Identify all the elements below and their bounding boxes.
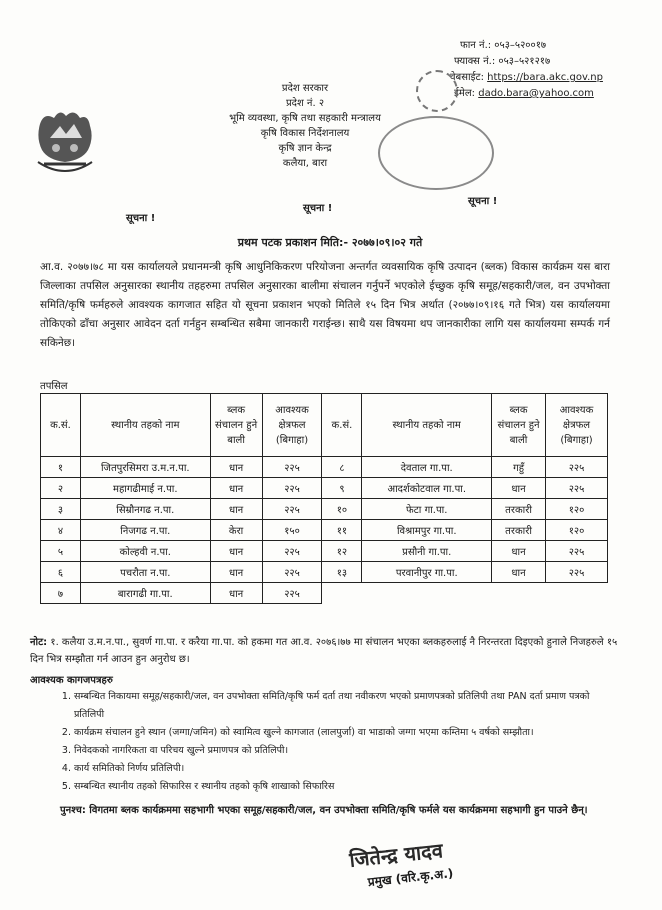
table-cell: ३: [41, 499, 81, 520]
table-cell: २२५: [262, 499, 322, 520]
table-row: [41, 457, 608, 478]
table-row: [41, 499, 608, 520]
table-cell: प्रसौनी गा.पा.: [362, 541, 492, 562]
table-cell: २२५: [262, 583, 322, 604]
org-line-6: कलैया, बारा: [282, 158, 328, 169]
table-cell: गहुँ: [492, 457, 546, 478]
table-cell: २२५: [546, 457, 608, 478]
requirement-item: 5. सम्बन्धित स्थानीय तहको सिफारिस र स्थानीय तहको कृषि शाखाको सिफारिस: [74, 778, 620, 796]
table-cell: १२०: [546, 520, 608, 541]
table-cell: २२५: [546, 541, 608, 562]
table-cell: [362, 583, 492, 604]
note-label: नोट:: [30, 637, 48, 648]
table-cell: बारागढी गा.पा.: [80, 583, 210, 604]
details-table: [40, 393, 608, 604]
requirement-item: 2. कार्यक्रम संचालन हुने स्थान (जग्गा/जमिन) को स्वामित्व खुल्ने कागजात (लालपुर्जा) वा भाडाको जग्गा भएमा कम्तिमा ५ वर्षको सम्झौता।: [74, 724, 620, 742]
website-label: वेबसाईट:: [450, 72, 484, 83]
table-cell: तरकारी: [492, 499, 546, 520]
signature-name: जितेन्द्र यादव: [348, 838, 444, 872]
org-line-5: कृषि ज्ञान केन्द्र: [278, 143, 332, 154]
table-cell: धान: [492, 562, 546, 583]
table-cell: कोल्हवी न.पा.: [80, 541, 210, 562]
table-cell: धान: [492, 478, 546, 499]
requirements-list: [30, 688, 620, 796]
table-title: तपसिल: [40, 381, 68, 392]
table-cell: ५: [41, 541, 81, 562]
note-block: [30, 634, 618, 668]
table-cell: सिम्रौनगढ न.पा.: [80, 499, 210, 520]
table-cell: देवताल गा.पा.: [362, 457, 492, 478]
table-cell: [322, 583, 362, 604]
table-cell: परवानीपुर गा.पा.: [362, 562, 492, 583]
table-cell: [546, 583, 608, 604]
table-cell: आदर्शकोटवाल गा.पा.: [362, 478, 492, 499]
table-cell: १२०: [546, 499, 608, 520]
table-cell: २२५: [262, 562, 322, 583]
table-cell: निजगढ न.पा.: [80, 520, 210, 541]
signature-title: प्रमुख (वरि.कृ.अ.): [367, 866, 454, 890]
notice-heading-center: सूचना !: [303, 203, 333, 214]
requirements-title: आवश्यक कागजपत्रहरु: [30, 675, 113, 686]
email-label: ईमेल:: [454, 88, 476, 99]
requirement-item: 3. निवेदकको नागरिकता वा परिचय खुल्ने प्रमाणपत्र को प्रतिलिपी।: [74, 742, 620, 760]
table-cell: २२५: [546, 478, 608, 499]
header-cell: क.सं.: [322, 394, 362, 457]
table-cell: केरा: [210, 520, 262, 541]
table-cell: १०: [322, 499, 362, 520]
phone-number: फान नं.: ०५३–५२००१७: [460, 40, 547, 51]
table-row: [41, 562, 608, 583]
note-text: १. कलैया उ.म.न.पा., सुवर्ण गा.पा. र करैया गा.पा. को हकमा गत आ.व. २०७६।७७ मा संचालन भएका ब्लकहरुलाई नै निरन्तरता दिइएको हुनाले निजहरुले १५ दिन भित्र सम्झौता गर्न आउन हुन अनुरोध छ।: [30, 637, 618, 665]
table-cell: धान: [210, 583, 262, 604]
table-cell: तरकारी: [492, 520, 546, 541]
table-cell: ४: [41, 520, 81, 541]
table-cell: जितपुरसिमरा उ.म.न.पा.: [80, 457, 210, 478]
footer-note: पुनश्च: विगतमा ब्लक कार्यक्रममा सहभागी भएका समूह/सहकारी/जल, वन उपभोक्ता समिति/कृषि फर्मले यस कार्यक्रममा सहभागी हुन पाउने छैन्।: [60, 805, 588, 816]
table-cell: ९: [322, 478, 362, 499]
table-header-row: [41, 394, 608, 457]
contact-info: [450, 38, 603, 102]
header-cell: क.सं.: [41, 394, 81, 457]
table-cell: धान: [210, 457, 262, 478]
table-cell: धान: [210, 478, 262, 499]
table-cell: १२: [322, 541, 362, 562]
website-row: [450, 70, 603, 86]
org-line-2: प्रदेश नं. २: [285, 98, 325, 109]
table-cell: [492, 583, 546, 604]
table-cell: धान: [210, 541, 262, 562]
table-row: [41, 478, 608, 499]
table-cell: विश्रामपुर गा.पा.: [362, 520, 492, 541]
table-cell: १५०: [262, 520, 322, 541]
website-link[interactable]: https://bara.akc.gov.np: [487, 72, 603, 83]
table-cell: पचरौता न.पा.: [80, 562, 210, 583]
publication-date: प्रथम पटक प्रकाशन मिति:- २०७७।०९।०२ गते: [237, 236, 423, 249]
org-line-1: प्रदेश सरकार: [281, 83, 329, 94]
table-cell: २२५: [546, 562, 608, 583]
header-cell: स्थानीय तहको नाम: [80, 394, 210, 457]
notice-paragraph: आ.व. २०७७।७८ मा यस कार्यालयले प्रधानमन्त्री कृषि आधुनिकिकरण परियोजना अन्तर्गत व्यवसायिक कृषि उत्पादन (ब्लक) विकास कार्यक्रम यस बारा जिल्लाका तपसिल अनुसारका स्थानीय तहहरुमा तपसिल अनुसारका बालीमा संचालन गर्नुपर्ने भएकोले ईच्छुक कृषि समूह/सहकारी/जल, वन उपभोक्ता समिति/कृषि फर्महरुले आवश्यक कागजात सहित यो सूचना प्रकाशन भएको मितिले १५ दिन भित्र अर्थात (२०७७।०९।१६ गते भित्र) यस कार्यालयमा तोकिएको ढाँचा अनुसार आवेदन दर्ता गर्नहुन सम्बन्धित सबैमा जानकारी गराईन्छ। साथै यस विषयमा थप जानकारीका लागि यस कार्यालयमा सम्पर्क गर्न सकिनेछ।: [40, 261, 610, 349]
requirement-item: 1. सम्बन्धित निकायमा समूह/सहकारी/जल, वन उपभोक्ता समिति/कृषि फर्म दर्ता तथा नवीकरण भएको प्रमाणपत्रको प्रतिलिपी तथा PAN दर्ता प्रमाण पत्रको प्रतिलिपी: [74, 688, 620, 724]
table-row: [41, 583, 608, 604]
fax-number: फ्याक्स नं.: ०५३–५२१२१७: [454, 56, 551, 67]
table-cell: २२५: [262, 457, 322, 478]
table-cell: ६: [41, 562, 81, 583]
signature-block: [348, 830, 502, 891]
table-cell: धान: [492, 541, 546, 562]
table-cell: २२५: [262, 478, 322, 499]
header-cell: ब्लक संचालन हुने बाली: [492, 394, 546, 457]
org-line-3: भूमि व्यवस्था, कृषि तथा सहकारी मन्त्रालय: [229, 113, 381, 124]
org-line-4: कृषि विकास निर्देशनालय: [260, 128, 350, 139]
table-cell: ११: [322, 520, 362, 541]
table-row: [41, 520, 608, 541]
header-cell: स्थानीय तहको नाम: [362, 394, 492, 457]
email-link[interactable]: dado.bara@yahoo.com: [478, 88, 594, 99]
nepal-emblem-icon: [30, 104, 100, 180]
notice-heading-right: सूचना !: [468, 196, 498, 207]
header-cell: आवश्यक क्षेत्रफल (बिगाहा): [262, 394, 322, 457]
table-cell: १: [41, 457, 81, 478]
table-cell: फेटा गा.पा.: [362, 499, 492, 520]
received-stamp-icon: [378, 116, 494, 190]
table-cell: २: [41, 478, 81, 499]
notice-heading-left: सूचना !: [126, 213, 156, 224]
table-cell: धान: [210, 562, 262, 583]
header-cell: ब्लक संचालन हुने बाली: [210, 394, 262, 457]
header-cell: आवश्यक क्षेत्रफल (बिगाहा): [546, 394, 608, 457]
table-cell: २२५: [262, 541, 322, 562]
table-cell: महागढीमाई न.पा.: [80, 478, 210, 499]
office-stamp-icon: [416, 70, 458, 112]
requirement-item: 4. कार्य समितिको निर्णय प्रतिलिपी।: [74, 760, 620, 778]
table-row: [41, 541, 608, 562]
email-row: [450, 86, 603, 102]
table-cell: १३: [322, 562, 362, 583]
table-cell: ८: [322, 457, 362, 478]
table-cell: ७: [41, 583, 81, 604]
table-cell: धान: [210, 499, 262, 520]
